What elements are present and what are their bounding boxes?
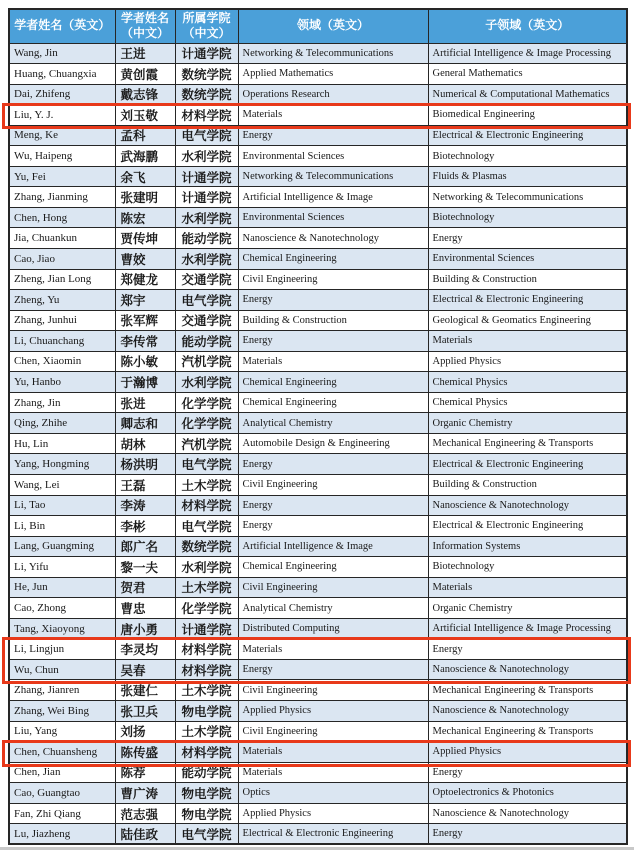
cell-subfield: Electrical & Electronic Engineering (428, 454, 627, 475)
cell-subfield: Organic Chemistry (428, 413, 627, 434)
table-row (9, 536, 627, 557)
table-header (9, 9, 627, 43)
cell-college: 物电学院 (175, 701, 238, 722)
cell-subfield: Geological & Geomatics Engineering (428, 310, 627, 331)
cell-college: 化学学院 (175, 598, 238, 619)
cell-subfield: Energy (428, 228, 627, 249)
table-row (9, 290, 627, 311)
cell-field: Energy (238, 331, 428, 352)
table-row (9, 207, 627, 228)
cell-college: 能动学院 (175, 762, 238, 783)
cell-college: 交通学院 (175, 269, 238, 290)
table-row (9, 433, 627, 454)
table-row (9, 557, 627, 578)
cell-name-cn: 曹广涛 (115, 783, 175, 804)
cell-college: 物电学院 (175, 803, 238, 824)
table-row (9, 598, 627, 619)
table-row (9, 413, 627, 434)
cell-name-en: Lu, Jiazheng (9, 824, 115, 845)
cell-subfield: Information Systems (428, 536, 627, 557)
cell-name-en: Li, Yifu (9, 557, 115, 578)
cell-name-cn: 吴春 (115, 659, 175, 680)
cell-name-en: Yu, Hanbo (9, 372, 115, 393)
cell-name-en: Chen, Xiaomin (9, 351, 115, 372)
table-row (9, 577, 627, 598)
cell-name-cn: 唐小勇 (115, 618, 175, 639)
cell-field: Energy (238, 290, 428, 311)
cell-name-en: Li, Bin (9, 516, 115, 537)
cell-subfield: Chemical Physics (428, 392, 627, 413)
cell-subfield: Numerical & Computational Mathematics (428, 84, 627, 105)
table-row (9, 310, 627, 331)
table-row (9, 166, 627, 187)
cell-subfield: Materials (428, 577, 627, 598)
cell-field: Applied Physics (238, 803, 428, 824)
table-row (9, 742, 627, 763)
cell-name-en: Hu, Lin (9, 433, 115, 454)
table-row (9, 146, 627, 167)
cell-subfield: Fluids & Plasmas (428, 166, 627, 187)
table-row (9, 331, 627, 352)
cell-name-en: Jia, Chuankun (9, 228, 115, 249)
cell-name-en: Qing, Zhihe (9, 413, 115, 434)
cell-college: 电气学院 (175, 125, 238, 146)
cell-name-en: Zheng, Jian Long (9, 269, 115, 290)
cell-subfield: Networking & Telecommunications (428, 187, 627, 208)
cell-name-cn: 张建明 (115, 187, 175, 208)
cell-college: 汽机学院 (175, 351, 238, 372)
cell-subfield: Energy (428, 824, 627, 845)
cell-college: 材料学院 (175, 495, 238, 516)
cell-name-cn: 张进 (115, 392, 175, 413)
table-row (9, 187, 627, 208)
cell-name-cn: 陈传盛 (115, 742, 175, 763)
cell-name-en: Wu, Chun (9, 659, 115, 680)
cell-field: Energy (238, 454, 428, 475)
table-row (9, 824, 627, 845)
cell-subfield: Artificial Intelligence & Image Processing (428, 43, 627, 64)
cell-subfield: Nanoscience & Nanotechnology (428, 803, 627, 824)
table-row (9, 372, 627, 393)
cell-subfield: Mechanical Engineering & Transports (428, 680, 627, 701)
cell-name-cn: 黎一夫 (115, 557, 175, 578)
cell-college: 材料学院 (175, 105, 238, 126)
table-row (9, 351, 627, 372)
cell-college: 化学学院 (175, 392, 238, 413)
cell-name-cn: 张军辉 (115, 310, 175, 331)
cell-field: Energy (238, 516, 428, 537)
cell-field: Materials (238, 105, 428, 126)
cell-name-en: Huang, Chuangxia (9, 64, 115, 85)
cell-name-cn: 陆佳政 (115, 824, 175, 845)
cell-name-cn: 于瀚博 (115, 372, 175, 393)
table-row (9, 762, 627, 783)
cell-field: Materials (238, 351, 428, 372)
cell-name-en: Liu, Y. J. (9, 105, 115, 126)
cell-name-cn: 戴志锋 (115, 84, 175, 105)
cell-field: Analytical Chemistry (238, 598, 428, 619)
cell-subfield: Energy (428, 762, 627, 783)
cell-subfield: Nanoscience & Nanotechnology (428, 701, 627, 722)
cell-field: Chemical Engineering (238, 372, 428, 393)
cell-field: Materials (238, 639, 428, 660)
cell-subfield: General Mathematics (428, 64, 627, 85)
cell-field: Networking & Telecommunications (238, 43, 428, 64)
cell-college: 电气学院 (175, 824, 238, 845)
cell-college: 能动学院 (175, 331, 238, 352)
table-row (9, 701, 627, 722)
cell-subfield: Environmental Sciences (428, 248, 627, 269)
cell-subfield: Biotechnology (428, 557, 627, 578)
table-row (9, 84, 627, 105)
cell-field: Environmental Sciences (238, 146, 428, 167)
column-header-subfield: 子领域（英文） (428, 9, 627, 43)
cell-name-en: Zhang, Jianren (9, 680, 115, 701)
cell-name-cn: 余飞 (115, 166, 175, 187)
table-row (9, 269, 627, 290)
cell-name-en: Meng, Ke (9, 125, 115, 146)
cell-college: 电气学院 (175, 290, 238, 311)
cell-name-en: Yu, Fei (9, 166, 115, 187)
cell-name-en: Wang, Lei (9, 474, 115, 495)
cell-college: 物电学院 (175, 783, 238, 804)
cell-field: Civil Engineering (238, 474, 428, 495)
table-row (9, 125, 627, 146)
cell-name-en: Yang, Hongming (9, 454, 115, 475)
cell-college: 计通学院 (175, 187, 238, 208)
cell-name-cn: 刘玉敬 (115, 105, 175, 126)
cell-name-en: He, Jun (9, 577, 115, 598)
cell-college: 计通学院 (175, 43, 238, 64)
cell-subfield: Electrical & Electronic Engineering (428, 290, 627, 311)
cell-field: Energy (238, 659, 428, 680)
table-row (9, 228, 627, 249)
cell-college: 交通学院 (175, 310, 238, 331)
cell-field: Environmental Sciences (238, 207, 428, 228)
cell-name-cn: 黄创霞 (115, 64, 175, 85)
cell-name-en: Dai, Zhifeng (9, 84, 115, 105)
cell-name-en: Zhang, Junhui (9, 310, 115, 331)
cell-college: 数统学院 (175, 84, 238, 105)
cell-name-en: Zhang, Jin (9, 392, 115, 413)
cell-name-en: Li, Lingjun (9, 639, 115, 660)
cell-college: 水利学院 (175, 372, 238, 393)
cell-subfield: Energy (428, 639, 627, 660)
cell-name-cn: 范志强 (115, 803, 175, 824)
cell-college: 计通学院 (175, 618, 238, 639)
cell-name-en: Tang, Xiaoyong (9, 618, 115, 639)
cell-subfield: Nanoscience & Nanotechnology (428, 659, 627, 680)
cell-name-cn: 贺君 (115, 577, 175, 598)
cell-subfield: Nanoscience & Nanotechnology (428, 495, 627, 516)
cell-name-cn: 曹姣 (115, 248, 175, 269)
cell-college: 数统学院 (175, 64, 238, 85)
cell-field: Nanoscience & Nanotechnology (238, 228, 428, 249)
table-row (9, 495, 627, 516)
cell-subfield: Organic Chemistry (428, 598, 627, 619)
cell-subfield: Building & Construction (428, 269, 627, 290)
cell-field: Optics (238, 783, 428, 804)
table-row (9, 474, 627, 495)
cell-field: Civil Engineering (238, 721, 428, 742)
cell-subfield: Materials (428, 331, 627, 352)
cell-college: 土木学院 (175, 474, 238, 495)
table-row (9, 618, 627, 639)
cell-field: Energy (238, 495, 428, 516)
cell-name-en: Chen, Chuansheng (9, 742, 115, 763)
table-row (9, 248, 627, 269)
table-row (9, 639, 627, 660)
table-row (9, 105, 627, 126)
cell-college: 材料学院 (175, 742, 238, 763)
cell-college: 计通学院 (175, 166, 238, 187)
cell-field: Networking & Telecommunications (238, 166, 428, 187)
cell-name-en: Lang, Guangming (9, 536, 115, 557)
cell-field: Chemical Engineering (238, 392, 428, 413)
table-row (9, 680, 627, 701)
table-row (9, 783, 627, 804)
cell-college: 水利学院 (175, 207, 238, 228)
cell-field: Civil Engineering (238, 269, 428, 290)
cell-name-en: Zhang, Jianming (9, 187, 115, 208)
cell-subfield: Artificial Intelligence & Image Processing (428, 618, 627, 639)
cell-college: 化学学院 (175, 413, 238, 434)
cell-name-cn: 陈宏 (115, 207, 175, 228)
table-body (9, 43, 627, 844)
cell-field: Analytical Chemistry (238, 413, 428, 434)
cell-name-en: Zheng, Yu (9, 290, 115, 311)
cell-name-en: Fan, Zhi Qiang (9, 803, 115, 824)
table-row (9, 516, 627, 537)
cell-name-cn: 张卫兵 (115, 701, 175, 722)
cell-name-cn: 郎广名 (115, 536, 175, 557)
cell-name-en: Li, Chuanchang (9, 331, 115, 352)
cell-field: Applied Mathematics (238, 64, 428, 85)
table-row (9, 64, 627, 85)
cell-subfield: Biomedical Engineering (428, 105, 627, 126)
cell-college: 材料学院 (175, 659, 238, 680)
cell-subfield: Biotechnology (428, 207, 627, 228)
cell-name-cn: 王磊 (115, 474, 175, 495)
cell-subfield: Mechanical Engineering & Transports (428, 721, 627, 742)
cell-field: Artificial Intelligence & Image (238, 536, 428, 557)
cell-name-cn: 李彬 (115, 516, 175, 537)
cell-college: 土木学院 (175, 577, 238, 598)
cell-subfield: Chemical Physics (428, 372, 627, 393)
cell-subfield: Applied Physics (428, 742, 627, 763)
cell-college: 电气学院 (175, 516, 238, 537)
cell-name-cn: 陈荐 (115, 762, 175, 783)
cell-name-cn: 李传常 (115, 331, 175, 352)
table-row (9, 659, 627, 680)
cell-college: 土木学院 (175, 680, 238, 701)
cell-field: Chemical Engineering (238, 557, 428, 578)
cell-subfield: Mechanical Engineering & Transports (428, 433, 627, 454)
cell-college: 能动学院 (175, 228, 238, 249)
cell-college: 材料学院 (175, 639, 238, 660)
cell-name-en: Liu, Yang (9, 721, 115, 742)
cell-name-en: Cao, Guangtao (9, 783, 115, 804)
cell-name-cn: 李涛 (115, 495, 175, 516)
cell-name-cn: 张建仁 (115, 680, 175, 701)
cell-subfield: Building & Construction (428, 474, 627, 495)
cell-name-cn: 陈小敏 (115, 351, 175, 372)
column-header-name-en: 学者姓名（英文） (9, 9, 115, 43)
cell-college: 水利学院 (175, 248, 238, 269)
cell-college: 土木学院 (175, 721, 238, 742)
cell-college: 汽机学院 (175, 433, 238, 454)
cell-name-cn: 郑健龙 (115, 269, 175, 290)
cell-college: 电气学院 (175, 454, 238, 475)
cell-subfield: Applied Physics (428, 351, 627, 372)
cell-name-en: Chen, Jian (9, 762, 115, 783)
cell-name-cn: 李灵均 (115, 639, 175, 660)
cell-name-cn: 王进 (115, 43, 175, 64)
cell-name-cn: 武海鹏 (115, 146, 175, 167)
cell-subfield: Electrical & Electronic Engineering (428, 125, 627, 146)
cell-name-en: Cao, Jiao (9, 248, 115, 269)
header-row (9, 9, 627, 43)
cell-name-cn: 卿志和 (115, 413, 175, 434)
cell-field: Materials (238, 742, 428, 763)
cell-field: Civil Engineering (238, 577, 428, 598)
column-header-college: 所属学院（中文） (175, 9, 238, 43)
cell-subfield: Biotechnology (428, 146, 627, 167)
column-header-name-cn: 学者姓名（中文） (115, 9, 175, 43)
cell-field: Energy (238, 125, 428, 146)
scholars-table (8, 8, 628, 845)
cell-name-cn: 刘扬 (115, 721, 175, 742)
cell-subfield: Optoelectronics & Photonics (428, 783, 627, 804)
cell-field: Civil Engineering (238, 680, 428, 701)
cell-name-en: Wu, Haipeng (9, 146, 115, 167)
cell-name-cn: 贾传坤 (115, 228, 175, 249)
cell-field: Applied Physics (238, 701, 428, 722)
cell-name-cn: 孟科 (115, 125, 175, 146)
column-header-field: 领域（英文） (238, 9, 428, 43)
cell-name-cn: 郑宇 (115, 290, 175, 311)
cell-name-en: Chen, Hong (9, 207, 115, 228)
cell-field: Chemical Engineering (238, 248, 428, 269)
cell-field: Distributed Computing (238, 618, 428, 639)
table-row (9, 454, 627, 475)
cell-name-en: Cao, Zhong (9, 598, 115, 619)
cell-name-en: Zhang, Wei Bing (9, 701, 115, 722)
table-row (9, 721, 627, 742)
cell-college: 水利学院 (175, 557, 238, 578)
cell-subfield: Electrical & Electronic Engineering (428, 516, 627, 537)
cell-name-cn: 胡林 (115, 433, 175, 454)
cell-field: Operations Research (238, 84, 428, 105)
cell-field: Electrical & Electronic Engineering (238, 824, 428, 845)
cell-college: 水利学院 (175, 146, 238, 167)
cell-college: 数统学院 (175, 536, 238, 557)
cell-name-cn: 曹忠 (115, 598, 175, 619)
cell-name-en: Li, Tao (9, 495, 115, 516)
cell-name-cn: 杨洪明 (115, 454, 175, 475)
table-row (9, 392, 627, 413)
cell-name-en: Wang, Jin (9, 43, 115, 64)
table-row (9, 43, 627, 64)
cell-field: Automobile Design & Engineering (238, 433, 428, 454)
cell-field: Materials (238, 762, 428, 783)
cell-field: Building & Construction (238, 310, 428, 331)
table-row (9, 803, 627, 824)
cell-field: Artificial Intelligence & Image (238, 187, 428, 208)
